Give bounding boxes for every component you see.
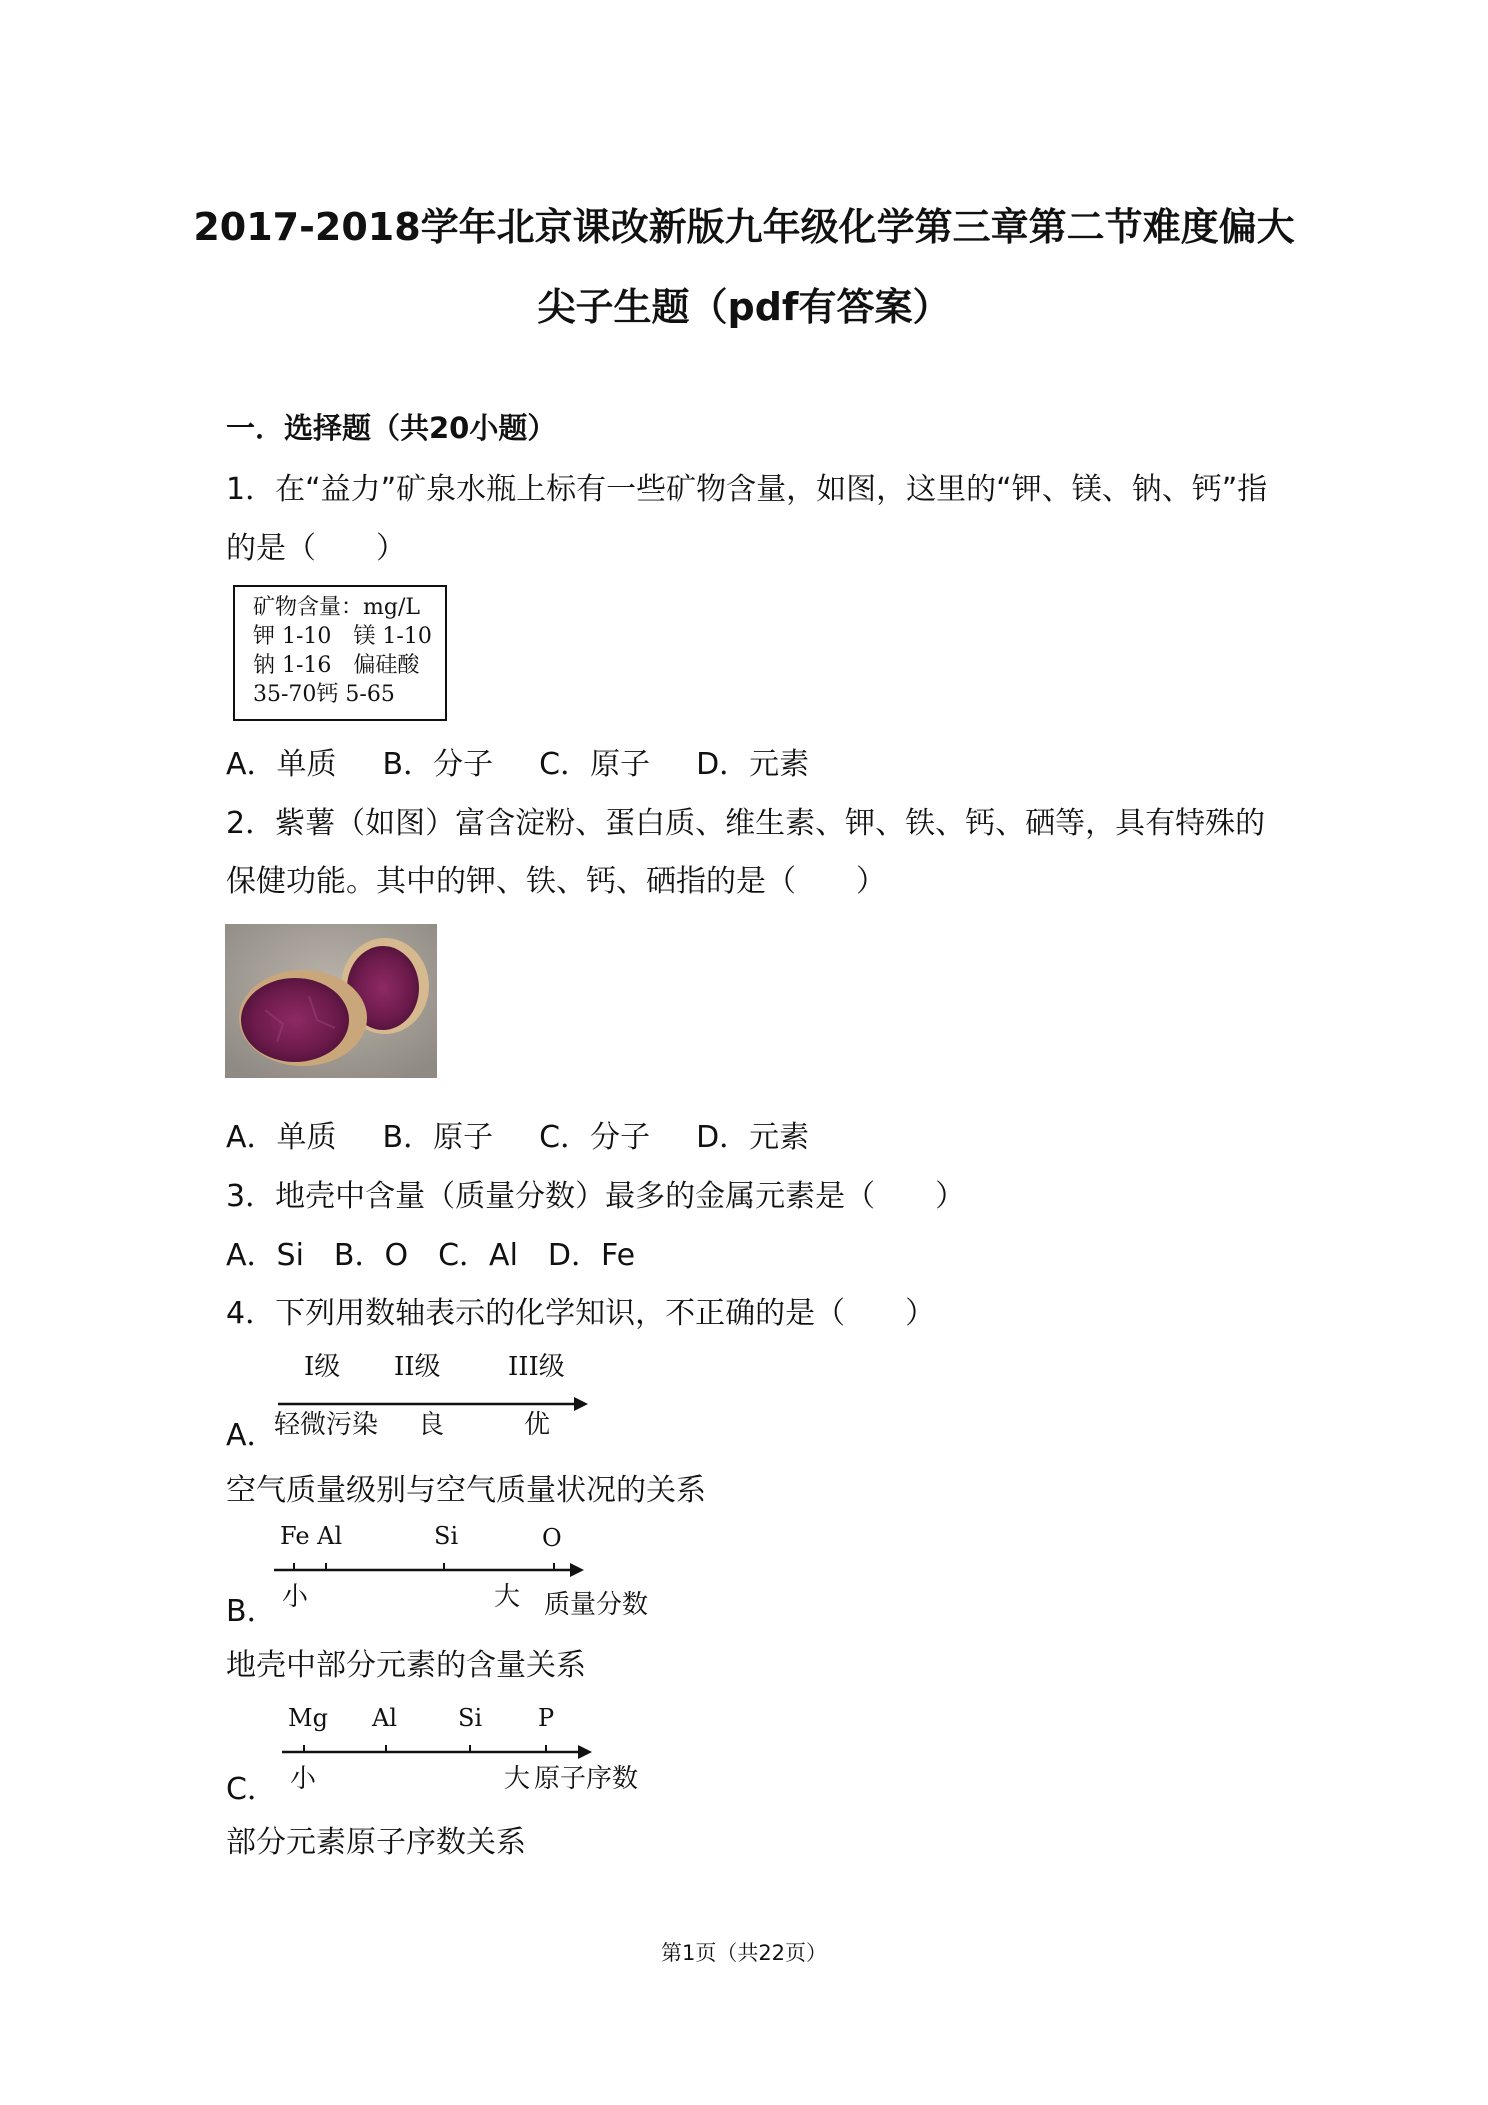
q1-option-d: D．元素 <box>696 747 810 782</box>
q1-option-b: B．分子 <box>382 747 494 782</box>
q3-stem: 3．地壳中含量（质量分数）最多的金属元素是（ ） <box>226 1179 966 1214</box>
q4b-label-large: 大 <box>494 1582 521 1612</box>
section-heading: 一．选择题（共20小题） <box>226 411 557 445</box>
q4b-label-o: O <box>542 1524 562 1552</box>
q3-option-c: C．Al <box>438 1238 518 1273</box>
q3-options <box>226 1230 681 1274</box>
purple-sweet-potato-photo <box>225 924 437 1078</box>
q4b-label-fe-al: Fe Al <box>280 1522 343 1550</box>
q4c-option-prefix: C． <box>226 1772 277 1807</box>
q4b-label-si: Si <box>434 1522 459 1550</box>
q1-option-c: C．原子 <box>539 747 651 782</box>
q4a-label-level1: I级 <box>304 1352 341 1382</box>
mineral-line: 矿物含量：mg/L <box>253 595 420 620</box>
q2-stem-line1: 2．紫薯（如图）富含淀粉、蛋白质、维生素、钾、铁、钙、硒等，具有特殊的 <box>226 806 1266 841</box>
page-footer: 第1页（共22页） <box>660 1941 828 1965</box>
mineral-line: 钠 1-16 偏硅酸 <box>253 653 420 678</box>
q4a-label-level2: II级 <box>394 1352 441 1382</box>
q4c-label-large: 大 <box>504 1764 531 1794</box>
mineral-line: 35-70钙 5-65 <box>253 682 395 707</box>
q2-option-b: B．原子 <box>382 1120 494 1155</box>
q4b-caption: 地壳中部分元素的含量关系 <box>226 1648 586 1683</box>
q4a-label-light-pollution: 轻微污染 <box>274 1410 379 1440</box>
q4c-label-si: Si <box>458 1704 483 1732</box>
q1-stem-line1: 1．在“益力”矿泉水瓶上标有一些矿物含量，如图，这里的“钾、镁、钠、钙”指 <box>226 472 1268 507</box>
q4b-number-line <box>274 1558 584 1582</box>
q4c-label-al: Al <box>372 1704 398 1732</box>
q1-option-a: A．单质 <box>226 747 337 782</box>
document-title-line2: 尖子生题（pdf有答案） <box>537 285 951 329</box>
q3-option-a: A．Si <box>226 1238 304 1273</box>
q4a-option-prefix: A． <box>226 1418 277 1453</box>
document-title-line1: 2017-2018学年北京课改新版九年级化学第三章第二节难度偏大 <box>193 205 1295 249</box>
q2-option-a: A．单质 <box>226 1120 337 1155</box>
q1-options <box>226 739 855 783</box>
q4a-label-excellent: 优 <box>524 1410 551 1440</box>
q1-mineral-label-figure <box>233 585 447 721</box>
q4b-label-mass-fraction: 质量分数 <box>544 1590 649 1620</box>
q4c-label-atomic-number: 原子序数 <box>534 1764 639 1794</box>
q4a-caption: 空气质量级别与空气质量状况的关系 <box>226 1473 706 1508</box>
q4b-label-small: 小 <box>282 1582 309 1612</box>
q2-option-c: C．分子 <box>539 1120 651 1155</box>
q4c-label-mg: Mg <box>288 1704 328 1732</box>
q3-option-b: B．O <box>333 1238 409 1273</box>
q2-stem-line2: 保健功能。其中的钾、铁、钙、硒指的是（ ） <box>226 864 886 899</box>
q4b-option-prefix: B． <box>226 1594 277 1629</box>
mineral-line: 钾 1-10 镁 1-10 <box>253 624 432 649</box>
q1-stem-line2: 的是（ ） <box>226 531 406 566</box>
q4c-caption: 部分元素原子序数关系 <box>226 1825 526 1860</box>
q2-option-d: D．元素 <box>696 1120 810 1155</box>
q4a-label-good: 良 <box>418 1410 445 1440</box>
q3-option-d: D．Fe <box>547 1238 636 1273</box>
q4-stem: 4．下列用数轴表示的化学知识，不正确的是（ ） <box>226 1296 936 1331</box>
q4c-label-p: P <box>538 1704 555 1732</box>
q4a-label-level3: III级 <box>508 1352 565 1382</box>
q4c-label-small: 小 <box>290 1764 317 1794</box>
q2-options <box>226 1112 855 1156</box>
